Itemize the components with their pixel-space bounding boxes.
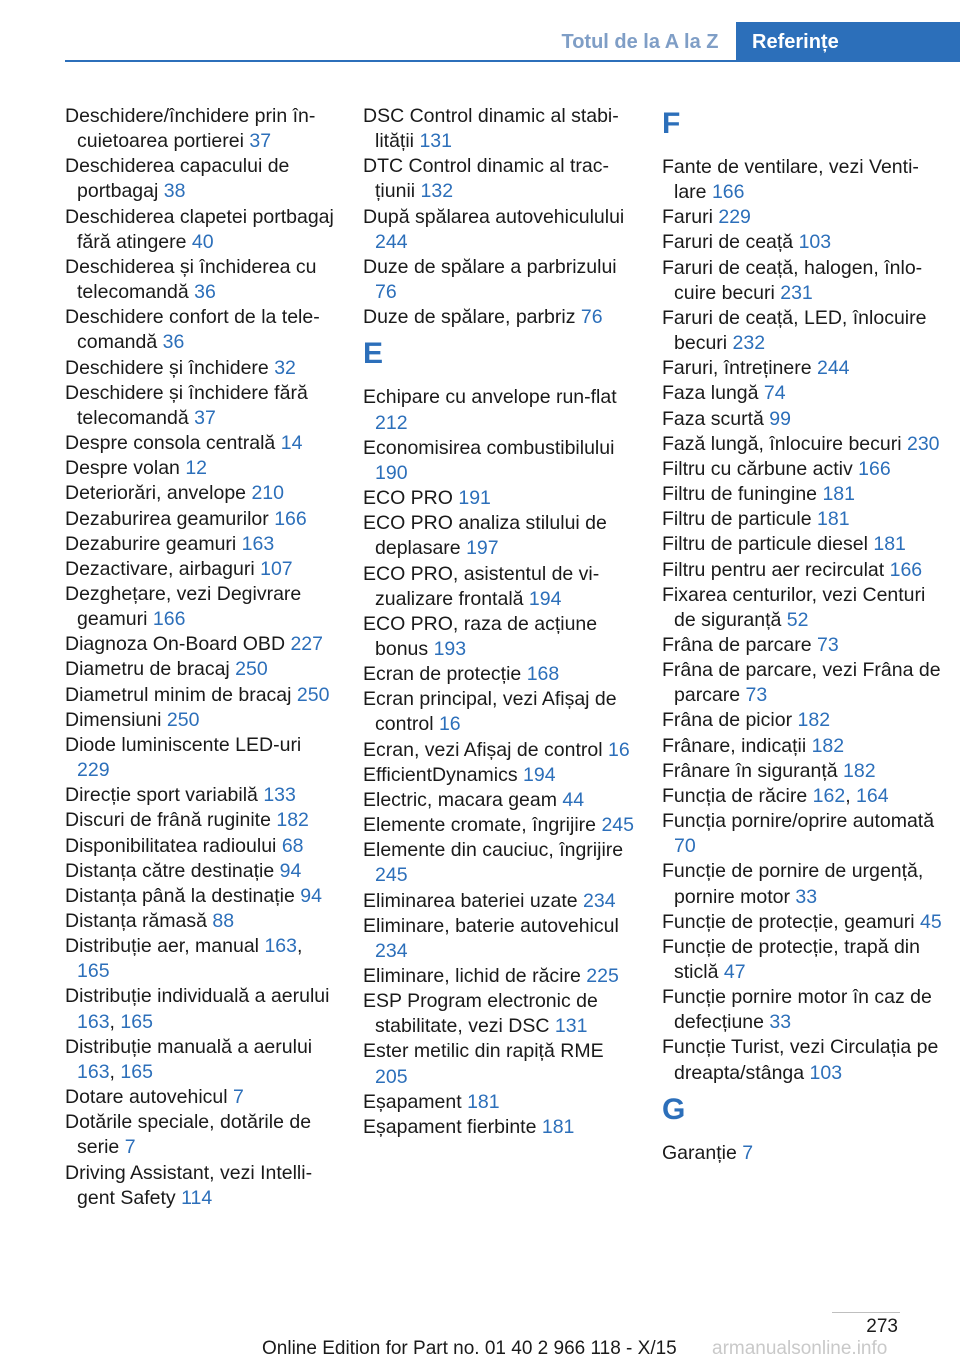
index-entry-term: Distanța către destinație: [65, 859, 275, 882]
page-reference-link[interactable]: 40: [191, 230, 214, 253]
index-entry-term: Elemente din cauciuc, îngrijire: [363, 839, 624, 862]
index-entry-term: Funcția pornire/oprire automată: [662, 810, 935, 833]
index-entry: [662, 155, 942, 205]
page-reference-link[interactable]: 94: [279, 859, 302, 882]
index-entry-term: Dezghețare, vezi Degivrare geamuri: [65, 582, 302, 631]
index-entry: [662, 1035, 942, 1085]
index-entry: [65, 859, 337, 884]
page-reference-link[interactable]: 37: [249, 130, 272, 153]
index-entry: [363, 788, 635, 813]
index-entry: [662, 482, 942, 507]
page-reference-link[interactable]: 181: [822, 483, 855, 506]
index-entry: [65, 884, 337, 909]
footer-rule: [832, 1312, 900, 1313]
page-reference-link[interactable]: 210: [251, 482, 284, 505]
index-entry-term: EfficientDynamics: [363, 763, 518, 786]
index-entry: [65, 683, 337, 708]
index-entry: [363, 687, 635, 737]
index-entry: [363, 813, 635, 838]
page-reference-link[interactable]: 166: [152, 608, 186, 631]
chapter-tab: Referințe: [736, 22, 960, 62]
page-reference-link[interactable]: 182: [843, 759, 876, 782]
index-entry: [363, 889, 635, 914]
index-entry-term: Distribuție aer, manual: [65, 935, 260, 958]
index-entry-term: Deschiderea clapetei portbagaj fără atingere: [65, 205, 334, 253]
index-column-2: [363, 104, 635, 1140]
index-entry-term: Deteriorări, anvelope: [65, 482, 247, 505]
index-entry-term: Ester metilic din rapiță RME: [363, 1040, 604, 1063]
index-entry-term: Deschiderea capacului de portbagaj: [65, 155, 290, 203]
index-entry-term: Frânare în siguranță: [662, 759, 838, 782]
page-reference-link[interactable]: 197: [466, 537, 499, 560]
index-entry: [662, 457, 942, 482]
index-entry: [65, 582, 337, 632]
index-entry: [65, 104, 337, 154]
index-entry-term: După spălarea autovehiculului: [363, 205, 625, 228]
index-entry-term: Faruri, întreținere: [662, 357, 812, 380]
page-reference-link[interactable]: 190: [375, 461, 408, 484]
index-entry-term: Ecran, vezi Afișaj de control: [363, 738, 603, 761]
page-reference-link[interactable]: 181: [817, 508, 850, 531]
index-entry: [662, 256, 942, 306]
index-entry: [662, 910, 942, 935]
page-reference-link[interactable]: 234: [375, 939, 408, 962]
index-entry: [363, 511, 635, 561]
page-reference-link[interactable]: 225: [586, 965, 619, 987]
page-reference-link[interactable]: 163: [77, 1010, 110, 1033]
page-reference-link[interactable]: 76: [580, 306, 603, 329]
index-entry-term: Eliminare, lichid de răcire: [363, 965, 581, 987]
index-entry-term: Filtru de particule diesel: [662, 533, 868, 556]
index-entry: [363, 385, 635, 435]
index-entry-term: Disponibilitatea radioului: [65, 834, 277, 857]
index-entry: [363, 964, 635, 989]
index-entry: [65, 1110, 337, 1160]
index-entry-term: Eliminare, baterie autovehicul: [363, 914, 619, 937]
index-entry-term: Deschidere/închidere prin încuietoarea portierei: [65, 105, 316, 153]
index-entry-term: Dotare autovehicul: [65, 1086, 228, 1109]
index-entry: [65, 356, 337, 381]
index-entry: [662, 306, 942, 356]
page-reference-link[interactable]: 7: [233, 1086, 244, 1109]
index-entry-term: Frâna de parcare, vezi Frâna de parcare: [662, 659, 941, 707]
index-entry: [662, 407, 942, 432]
index-entry-term: Distanța rămasă: [65, 910, 207, 932]
index-entry-term: Funcție de protecție, geamuri: [662, 910, 915, 933]
index-entry-term: Dezaburirea geamurilor: [65, 507, 269, 530]
index-column-3: [662, 104, 942, 1166]
index-entry-term: ESP Program electronic de stabilitate, vezi DSC: [363, 990, 598, 1038]
index-entry-term: Funcția de răcire: [662, 784, 808, 807]
page-reference-link[interactable]: 107: [260, 557, 293, 580]
page-reference-link[interactable]: 163: [77, 1060, 110, 1083]
index-entry-term: Duze de spălare a parbrizului: [363, 255, 617, 278]
index-entry: [363, 205, 635, 255]
index-entry-term: Direcție sport variabilă: [65, 784, 258, 807]
index-entry-term: Filtru pentru aer recirculat: [662, 558, 885, 581]
page-reference-link[interactable]: 232: [732, 332, 766, 355]
page-reference-link[interactable]: 181: [467, 1090, 500, 1113]
page-reference-link[interactable]: 193: [433, 637, 467, 660]
index-entry-term: Fante de ventilare, vezi Ventilare: [662, 156, 919, 204]
index-entry: [662, 205, 942, 230]
index-entry: [662, 633, 942, 658]
index-entry: [662, 759, 942, 784]
index-entry: [662, 985, 942, 1035]
index-entry: [363, 436, 635, 486]
page-reference-link[interactable]: 229: [718, 206, 751, 229]
index-entry: [363, 255, 635, 305]
index-column-1: [65, 104, 337, 1211]
index-entry: [65, 481, 337, 506]
page-reference-link[interactable]: 212: [375, 411, 408, 434]
page-reference-link[interactable]: 36: [194, 281, 216, 304]
page-reference-link[interactable]: 166: [889, 558, 923, 581]
index-entry: [662, 558, 942, 583]
index-entry-term: ECO PRO: [363, 487, 453, 510]
page-reference-link[interactable]: 45: [919, 910, 942, 933]
page-reference-link[interactable]: 33: [795, 885, 818, 908]
index-entry: [65, 909, 337, 934]
page-number: 273: [866, 1316, 898, 1337]
index-entry-term: Diametru de bracaj: [65, 658, 230, 681]
edition-note: Online Edition for Part no. 01 40 2 966 118 - X/15: [262, 1338, 677, 1359]
page-reference-link[interactable]: 182: [276, 809, 309, 832]
index-entry: [363, 612, 635, 662]
page-reference-link[interactable]: 114: [181, 1186, 213, 1209]
index-entry-term: Deschidere și închidere: [65, 356, 269, 379]
page-reference-link[interactable]: 7: [124, 1136, 136, 1159]
index-entry-term: Funcție de pornire de urgență, pornire motor: [662, 860, 924, 908]
page-reference-link[interactable]: 37: [194, 406, 216, 429]
index-letter-f: F: [662, 107, 681, 140]
page-reference-link[interactable]: 181: [873, 533, 906, 556]
page-reference-link[interactable]: 244: [375, 230, 408, 253]
index-entry: [363, 305, 635, 330]
page-reference-link[interactable]: 132: [420, 180, 454, 203]
page-reference-link[interactable]: 103: [809, 1061, 843, 1084]
index-entry: [662, 432, 942, 457]
page-reference-link[interactable]: 52: [786, 608, 809, 631]
index-entry: [662, 230, 942, 255]
page-reference-link[interactable]: 16: [438, 713, 461, 736]
index-entry: [65, 1161, 337, 1211]
page-reference-link[interactable]: 165: [120, 1010, 153, 1033]
index-entry: [363, 738, 635, 763]
index-entry: [65, 507, 337, 532]
index-entry-term: Economisirea combustibilului: [363, 436, 615, 459]
index-entry-term: Funcție de protecție, trapă din sticlă: [662, 935, 920, 983]
page-reference-link[interactable]: 47: [723, 961, 746, 983]
index-entry-term: Eșapament: [363, 1090, 462, 1113]
index-entry: [363, 989, 635, 1039]
index-entry-term: Electric, macara geam: [363, 788, 557, 811]
index-entry-term: Faruri de ceață: [662, 231, 794, 254]
index-entry-term: Ecran principal, vezi Afișaj de control: [363, 688, 617, 736]
index-entry: [363, 662, 635, 687]
index-entry: [662, 935, 942, 985]
index-entry-term: Despre volan: [65, 457, 180, 480]
index-entry: [662, 1141, 942, 1166]
header-rule: [65, 60, 960, 62]
index-entry-term: Funcție Turist, vezi Circulația pe dreapta/stânga: [662, 1036, 939, 1084]
page-reference-link[interactable]: 234: [583, 889, 616, 912]
index-letter-g: G: [662, 1092, 686, 1126]
index-entry-term: Discuri de frână ruginite: [65, 809, 271, 832]
index-entry-term: Despre consola centrală: [65, 432, 276, 455]
page-reference-link[interactable]: 88: [212, 910, 235, 932]
page-reference-link[interactable]: 131: [419, 130, 452, 153]
page-reference-link[interactable]: 181: [541, 1115, 575, 1138]
index-entry-term: ECO PRO analiza stilului de deplasare: [363, 512, 607, 560]
index-entry: [65, 305, 337, 355]
index-entry: [363, 838, 635, 888]
index-entry: [363, 914, 635, 964]
index-entry: [363, 1090, 635, 1115]
page-reference-link[interactable]: 250: [235, 658, 268, 681]
page-reference-link[interactable]: 163: [241, 532, 275, 555]
index-entry-term: Elemente cromate, îngrijire: [363, 814, 597, 837]
index-entry: Funcția de răcire 162, 164: [662, 784, 889, 807]
page-reference-link[interactable]: 16: [607, 738, 630, 761]
page-reference-link[interactable]: 245: [375, 864, 408, 887]
page-reference-link[interactable]: 74: [763, 382, 786, 405]
page-reference-link[interactable]: 70: [674, 835, 696, 858]
index-entry-term: Dotările speciale, dotările de serie: [65, 1111, 312, 1159]
index-entry: [65, 834, 337, 859]
index-entry-term: Garanție: [662, 1141, 737, 1164]
index-entry-term: Eșapament fierbinte: [363, 1115, 537, 1138]
index-entry: Distribuție manuală a aerului 163, 165: [65, 1035, 313, 1083]
index-entry: [662, 583, 942, 633]
index-letter-e: E: [363, 337, 384, 371]
index-entry: [65, 733, 337, 783]
page-reference-link[interactable]: 166: [274, 507, 307, 530]
page-reference-link[interactable]: 12: [185, 457, 208, 480]
index-entry: [662, 532, 942, 557]
page-reference-link[interactable]: 7: [742, 1141, 754, 1164]
index-entry: [363, 562, 635, 612]
index-entry-term: DTC Control dinamic al tracțiunii: [363, 155, 609, 203]
page-reference-link[interactable]: 44: [562, 788, 585, 811]
index-entry: [65, 154, 337, 204]
page-reference-link[interactable]: 205: [375, 1065, 408, 1088]
page-reference-link[interactable]: 162: [812, 784, 846, 807]
index-entry: [363, 1115, 635, 1140]
index-entry-term: Diagnoza On-Board OBD: [65, 633, 286, 656]
index-entry-term: Fixarea centurilor, vezi Centuri de siguranță: [662, 583, 926, 631]
page-reference-link[interactable]: 103: [798, 231, 832, 254]
page-reference-link[interactable]: 165: [77, 960, 110, 983]
page-reference-link[interactable]: 227: [290, 633, 323, 656]
page-reference-link[interactable]: 191: [458, 487, 491, 510]
page-reference-link[interactable]: 245: [601, 814, 634, 837]
index-entry: [662, 658, 942, 708]
page-reference-link[interactable]: 33: [769, 1011, 792, 1034]
page-reference-link[interactable]: 230: [906, 432, 940, 455]
section-tab: Totul de la A la Z: [561, 31, 719, 53]
page-reference-link[interactable]: 99: [769, 407, 791, 430]
index-entry: [65, 808, 337, 833]
index-entry: [363, 1039, 635, 1089]
index-entry-term: Ecran de protecție: [363, 663, 522, 686]
index-entry-term: Filtru de funingine: [662, 483, 818, 506]
index-entry-term: Dezaburire geamuri: [65, 532, 237, 555]
index-entry: [662, 356, 942, 381]
index-entry-term: Frânare, indicații: [662, 734, 807, 757]
index-entry-term: Duze de spălare, parbriz: [363, 306, 576, 329]
index-entry-term: ECO PRO, asistentul de vizualizare frontală: [363, 562, 600, 610]
index-entry: [65, 657, 337, 682]
index-entry: [65, 1085, 337, 1110]
index-entry: [363, 763, 635, 788]
index-entry-term: Faruri: [662, 206, 713, 229]
page-reference-link[interactable]: 131: [554, 1015, 588, 1038]
page-reference-link[interactable]: 194: [523, 763, 556, 786]
index-entry-term: Faruri de ceață, halogen, înlocuire becuri: [662, 256, 923, 304]
index-entry: [65, 708, 337, 733]
index-entry: Distribuție individuală a aerului 163, 165: [65, 985, 330, 1033]
index-entry-term: Diametrul minim de bracaj: [65, 683, 292, 706]
index-entry: [65, 456, 337, 481]
page-reference-link[interactable]: 133: [263, 784, 296, 807]
page-reference-link[interactable]: 168: [526, 663, 560, 686]
page-reference-link[interactable]: 244: [816, 357, 850, 380]
index-entry-term: Frâna de picior: [662, 709, 793, 732]
watermark-text: armanualsonline.info: [712, 1338, 888, 1359]
index-entry-term: Diode luminiscente LED-uri: [65, 733, 302, 756]
index-entry: [662, 734, 942, 759]
index-entry-term: Deschidere confort de la telecomandă: [65, 306, 320, 354]
index-entry-term: Filtru de particule: [662, 508, 812, 531]
index-entry-term: Faza scurtă: [662, 407, 764, 430]
index-entry-term: Fază lungă, înlocuire becuri: [662, 432, 902, 455]
page-reference-link[interactable]: 73: [745, 684, 768, 707]
page-reference-link[interactable]: 229: [77, 759, 110, 782]
index-entry-term: Frâna de parcare: [662, 633, 812, 656]
index-entry-term: DSC Control dinamic al stabilității: [363, 105, 619, 153]
page-reference-link[interactable]: 250: [166, 708, 200, 731]
page-reference-link[interactable]: 166: [858, 457, 891, 480]
page-reference-link[interactable]: 231: [780, 281, 813, 304]
index-entry-term: Deschiderea și închiderea cu telecomandă: [65, 255, 317, 304]
index-entry: [363, 154, 635, 204]
index-entry: [662, 809, 942, 859]
index-entry: [363, 104, 635, 154]
page-reference-link[interactable]: 182: [797, 709, 831, 732]
index-entry: [65, 381, 337, 431]
index-entry-term: Distribuție manuală a aerului: [65, 1035, 313, 1058]
page-reference-link[interactable]: 14: [280, 432, 303, 455]
index-entry-term: Eliminarea bateriei uzate: [363, 889, 578, 912]
page-reference-link[interactable]: 166: [711, 181, 745, 204]
index-entry: [65, 255, 337, 305]
page-reference-link[interactable]: 94: [300, 884, 322, 907]
index-entry-term: Dezactivare, airbaguri: [65, 557, 255, 580]
page-reference-link[interactable]: 38: [163, 180, 186, 203]
page-reference-link[interactable]: 250: [296, 683, 330, 706]
page-reference-link[interactable]: 163: [264, 935, 297, 958]
page-reference-link[interactable]: 36: [162, 331, 185, 354]
index-entry-term: Funcție pornire motor în caz de defecțiune: [662, 986, 932, 1034]
page-header: [0, 0, 960, 62]
page-reference-link[interactable]: 165: [120, 1060, 153, 1083]
index-entry-term: Distribuție individuală a aerului: [65, 985, 330, 1008]
page-reference-link[interactable]: 164: [856, 784, 889, 807]
index-entry-term: Filtru cu cărbune activ: [662, 457, 853, 480]
page-reference-link[interactable]: 68: [281, 834, 304, 857]
index-entry-term: Driving Assistant, vezi Intelligent Safety: [65, 1161, 313, 1209]
index-entry: Distribuție aer, manual 163, 165: [65, 935, 303, 983]
page-reference-link[interactable]: 73: [817, 633, 839, 656]
index-entry-term: Dimensiuni: [65, 708, 162, 731]
index-entry-term: Faza lungă: [662, 382, 759, 405]
index-entry-term: Distanța până la destinație: [65, 884, 295, 907]
index-entry: [65, 632, 337, 657]
page-reference-link[interactable]: 32: [274, 356, 296, 379]
index-entry-term: ECO PRO, raza de acțiune bonus: [363, 612, 598, 660]
index-entry-term: Echipare cu anvelope run-flat: [363, 386, 617, 409]
index-entry: [65, 532, 337, 557]
index-entry: [662, 507, 942, 532]
index-entry: [65, 557, 337, 582]
index-entry-term: Deschidere și închidere fără telecomandă: [65, 381, 308, 429]
index-entry: [662, 381, 942, 406]
index-entry: [662, 708, 942, 733]
index-entry: [363, 486, 635, 511]
page-reference-link[interactable]: 76: [375, 281, 397, 304]
index-entry: [65, 205, 337, 255]
page-reference-link[interactable]: 182: [811, 734, 845, 757]
index-entry: [65, 783, 337, 808]
index-entry-term: Faruri de ceață, LED, înlocuire becuri: [662, 306, 927, 355]
index-entry: [662, 859, 942, 909]
page-reference-link[interactable]: 194: [528, 587, 562, 610]
index-entry: [65, 431, 337, 456]
